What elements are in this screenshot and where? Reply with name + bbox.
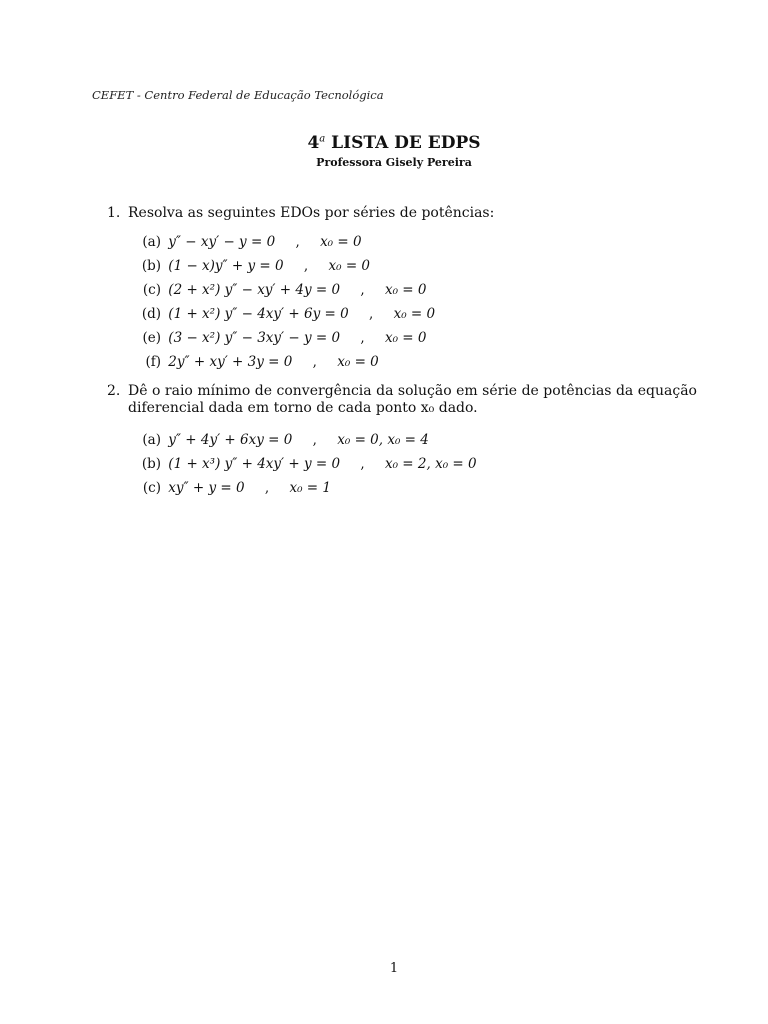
item-label: (a) <box>142 432 161 448</box>
title-superscript: a <box>319 133 326 145</box>
equation: (1 + x³) y″ + 4xy′ + y = 0 <box>168 456 341 472</box>
initial-point: x₀ = 0 <box>384 282 427 298</box>
title-text: LISTA DE EDPS <box>331 133 481 153</box>
title-number: 4 <box>307 133 320 153</box>
page-number: 1 <box>389 961 399 976</box>
separator: , <box>264 480 270 496</box>
list-item <box>134 234 362 250</box>
equation: (3 − x²) y″ − 3xy′ − y = 0 <box>168 330 341 346</box>
question-1 <box>107 205 697 222</box>
initial-point: x₀ = 0, x₀ = 4 <box>337 432 429 448</box>
initial-point: x₀ = 0 <box>328 258 371 274</box>
equation: y″ − xy′ − y = 0 <box>168 234 276 250</box>
initial-point: x₀ = 2, x₀ = 0 <box>384 456 477 472</box>
question-text: Resolva as seguintes EDOs por séries de potências: <box>128 205 495 221</box>
question-text: Dê o raio mínimo de convergência da solução em série de potências da equação diferencial dada em torno de cada ponto x₀ dado. <box>128 383 697 416</box>
item-label: (e) <box>142 330 161 346</box>
equation: 2y″ + xy′ + 3y = 0 <box>168 354 293 370</box>
equation: y″ + 4y′ + 6xy = 0 <box>168 432 293 448</box>
separator: , <box>312 354 317 370</box>
separator: , <box>360 456 365 472</box>
list-item <box>134 306 435 322</box>
list-item <box>134 456 477 472</box>
list-item <box>134 258 370 274</box>
equation: xy″ + y = 0 <box>168 480 245 496</box>
separator: , <box>360 282 365 298</box>
document-subtitle: Professora Gisely Pereira <box>316 156 472 169</box>
question-number: 2. <box>107 383 121 399</box>
item-label: (f) <box>145 354 161 370</box>
item-label: (c) <box>142 282 161 298</box>
list-item <box>134 330 427 346</box>
initial-point: x₀ = 0 <box>337 354 379 370</box>
item-label: (b) <box>141 456 161 472</box>
equation: (2 + x²) y″ − xy′ + 4y = 0 <box>168 282 341 298</box>
list-item <box>134 480 331 496</box>
question-number: 1. <box>107 205 121 221</box>
equation: (1 − x)y″ + y = 0 <box>168 258 284 274</box>
separator: , <box>312 432 317 448</box>
initial-point: x₀ = 0 <box>320 234 362 250</box>
question-2 <box>107 383 697 417</box>
item-label: (b) <box>141 258 161 274</box>
item-label: (a) <box>142 234 161 250</box>
equation: (1 + x²) y″ − 4xy′ + 6y = 0 <box>168 306 349 322</box>
item-label: (c) <box>142 480 161 496</box>
document-title <box>0 133 768 153</box>
separator: , <box>368 306 374 322</box>
initial-point: x₀ = 0 <box>384 330 427 346</box>
initial-point: x₀ = 0 <box>393 306 436 322</box>
document-header: CEFET - Centro Federal de Educação Tecnológica <box>92 88 384 102</box>
separator: , <box>303 258 309 274</box>
separator: , <box>295 234 300 250</box>
separator: , <box>360 330 365 346</box>
item-label: (d) <box>141 306 161 322</box>
list-item <box>134 432 429 448</box>
list-item <box>134 282 427 298</box>
list-item <box>134 354 379 370</box>
initial-point: x₀ = 1 <box>289 480 331 496</box>
